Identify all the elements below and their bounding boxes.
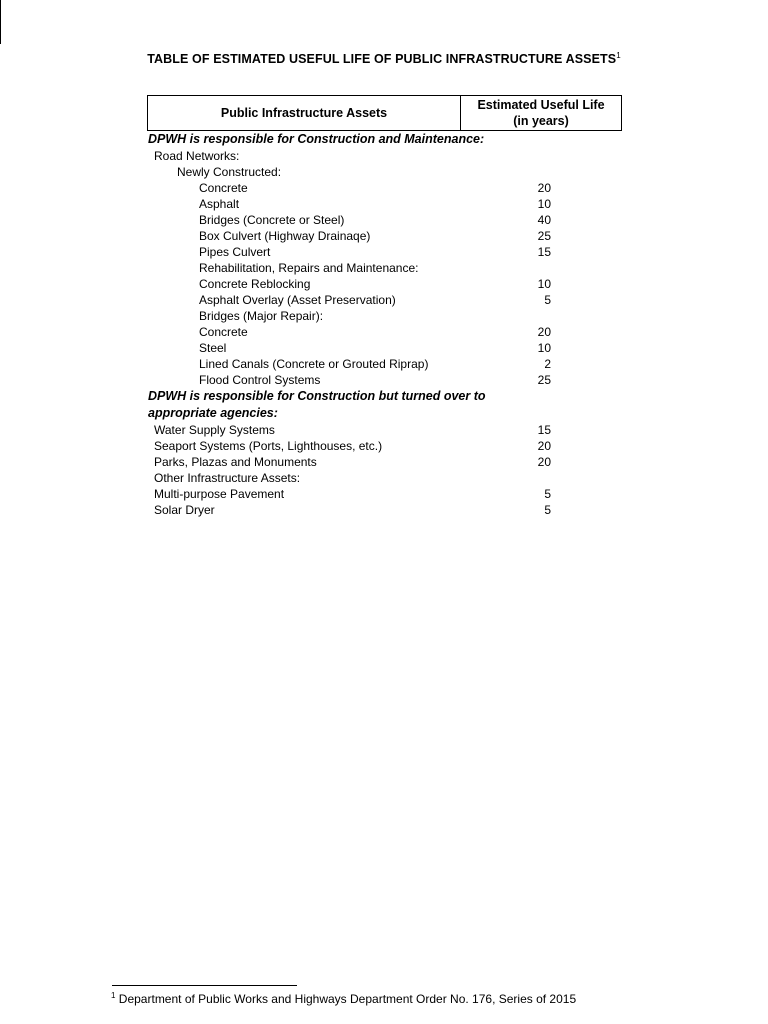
useful-life-value: 15: [537, 423, 551, 437]
header-assets-column: [148, 96, 461, 130]
section-heading-text: DPWH is responsible for Construction and Maintenance:: [148, 132, 485, 146]
table-row: [0, 438, 768, 454]
table-row: [0, 148, 768, 164]
section-heading: [0, 131, 768, 148]
asset-label: Flood Control Systems: [199, 373, 321, 387]
table-row: [0, 372, 768, 388]
footnote-marker: 1: [111, 991, 116, 1000]
useful-life-value: 20: [537, 325, 551, 339]
asset-label: Pipes Culvert: [199, 245, 271, 259]
useful-life-value: 25: [537, 229, 551, 243]
useful-life-value: 40: [537, 213, 551, 227]
table-row: [0, 454, 768, 470]
section-heading: [0, 388, 768, 405]
asset-label: Steel: [199, 341, 227, 355]
asset-label: Asphalt: [199, 197, 240, 211]
table-row: [0, 196, 768, 212]
table-row: [0, 292, 768, 308]
useful-life-value: 10: [537, 341, 551, 355]
asset-label: Solar Dryer: [154, 503, 215, 517]
table-row: [0, 470, 768, 486]
asset-label: Multi-purpose Pavement: [154, 487, 285, 501]
asset-label: Concrete: [199, 181, 248, 195]
table-row: [0, 340, 768, 356]
table-row: [0, 324, 768, 340]
asset-label: Bridges (Concrete or Steel): [199, 213, 345, 227]
section-heading: [0, 405, 768, 422]
asset-label: Road Networks:: [154, 149, 240, 163]
asset-label: Parks, Plazas and Monuments: [154, 455, 317, 469]
useful-life-value: 5: [544, 503, 551, 517]
asset-label: Water Supply Systems: [154, 423, 275, 437]
table-row: [0, 276, 768, 292]
title-text: TABLE OF ESTIMATED USEFUL LIFE OF PUBLIC INFRASTRUCTURE ASSETS: [147, 52, 617, 67]
useful-life-value: 20: [537, 455, 551, 469]
useful-life-value: 2: [544, 357, 551, 371]
asset-label: Concrete: [199, 325, 248, 339]
page-title: [0, 51, 768, 66]
useful-life-value: 10: [537, 197, 551, 211]
footnote: [111, 991, 576, 1006]
table-row: [0, 212, 768, 228]
table-body: [0, 131, 768, 518]
table-row: [0, 502, 768, 518]
table-row: [0, 422, 768, 438]
asset-label: Asphalt Overlay (Asset Preservation): [199, 293, 396, 307]
asset-label: Concrete Reblocking: [199, 277, 311, 291]
asset-label: Box Culvert (Highway Drainaqe): [199, 229, 371, 243]
useful-life-value: 15: [537, 245, 551, 259]
title-footnote-ref[interactable]: 1: [616, 51, 621, 60]
useful-life-value: 10: [537, 277, 551, 291]
header-useful-life-label: Estimated Useful Life: [477, 98, 605, 112]
header-useful-life-column: [461, 96, 621, 130]
section-heading-text: DPWH is responsible for Construction but turned over to: [148, 389, 486, 403]
asset-label: Bridges (Major Repair):: [199, 309, 324, 323]
useful-life-value: 5: [544, 293, 551, 307]
asset-label: Lined Canals (Concrete or Grouted Riprap): [199, 357, 429, 371]
page-edge-mark: [0, 0, 1, 44]
table-header: [147, 95, 622, 131]
header-useful-life-unit: (in years): [513, 114, 569, 128]
asset-label: Other Infrastructure Assets:: [154, 471, 301, 485]
table-row: [0, 228, 768, 244]
useful-life-value: 25: [537, 373, 551, 387]
header-assets-label: Public Infrastructure Assets: [220, 106, 388, 120]
table-row: [0, 180, 768, 196]
useful-life-value: 20: [537, 181, 551, 195]
table-row: [0, 260, 768, 276]
table-row: [0, 308, 768, 324]
table-row: [0, 356, 768, 372]
section-heading-text: appropriate agencies:: [148, 406, 278, 420]
asset-label: Seaport Systems (Ports, Lighthouses, etc.): [154, 439, 383, 453]
useful-life-value: 5: [544, 487, 551, 501]
table-row: [0, 164, 768, 180]
table-row: [0, 244, 768, 260]
footnote-separator: [112, 985, 297, 986]
table-row: [0, 486, 768, 502]
asset-label: Newly Constructed:: [177, 165, 282, 179]
footnote-text: Department of Public Works and Highways Department Order No. 176, Series of 2015: [118, 992, 577, 1006]
asset-label: Rehabilitation, Repairs and Maintenance:: [199, 261, 419, 275]
useful-life-value: 20: [537, 439, 551, 453]
